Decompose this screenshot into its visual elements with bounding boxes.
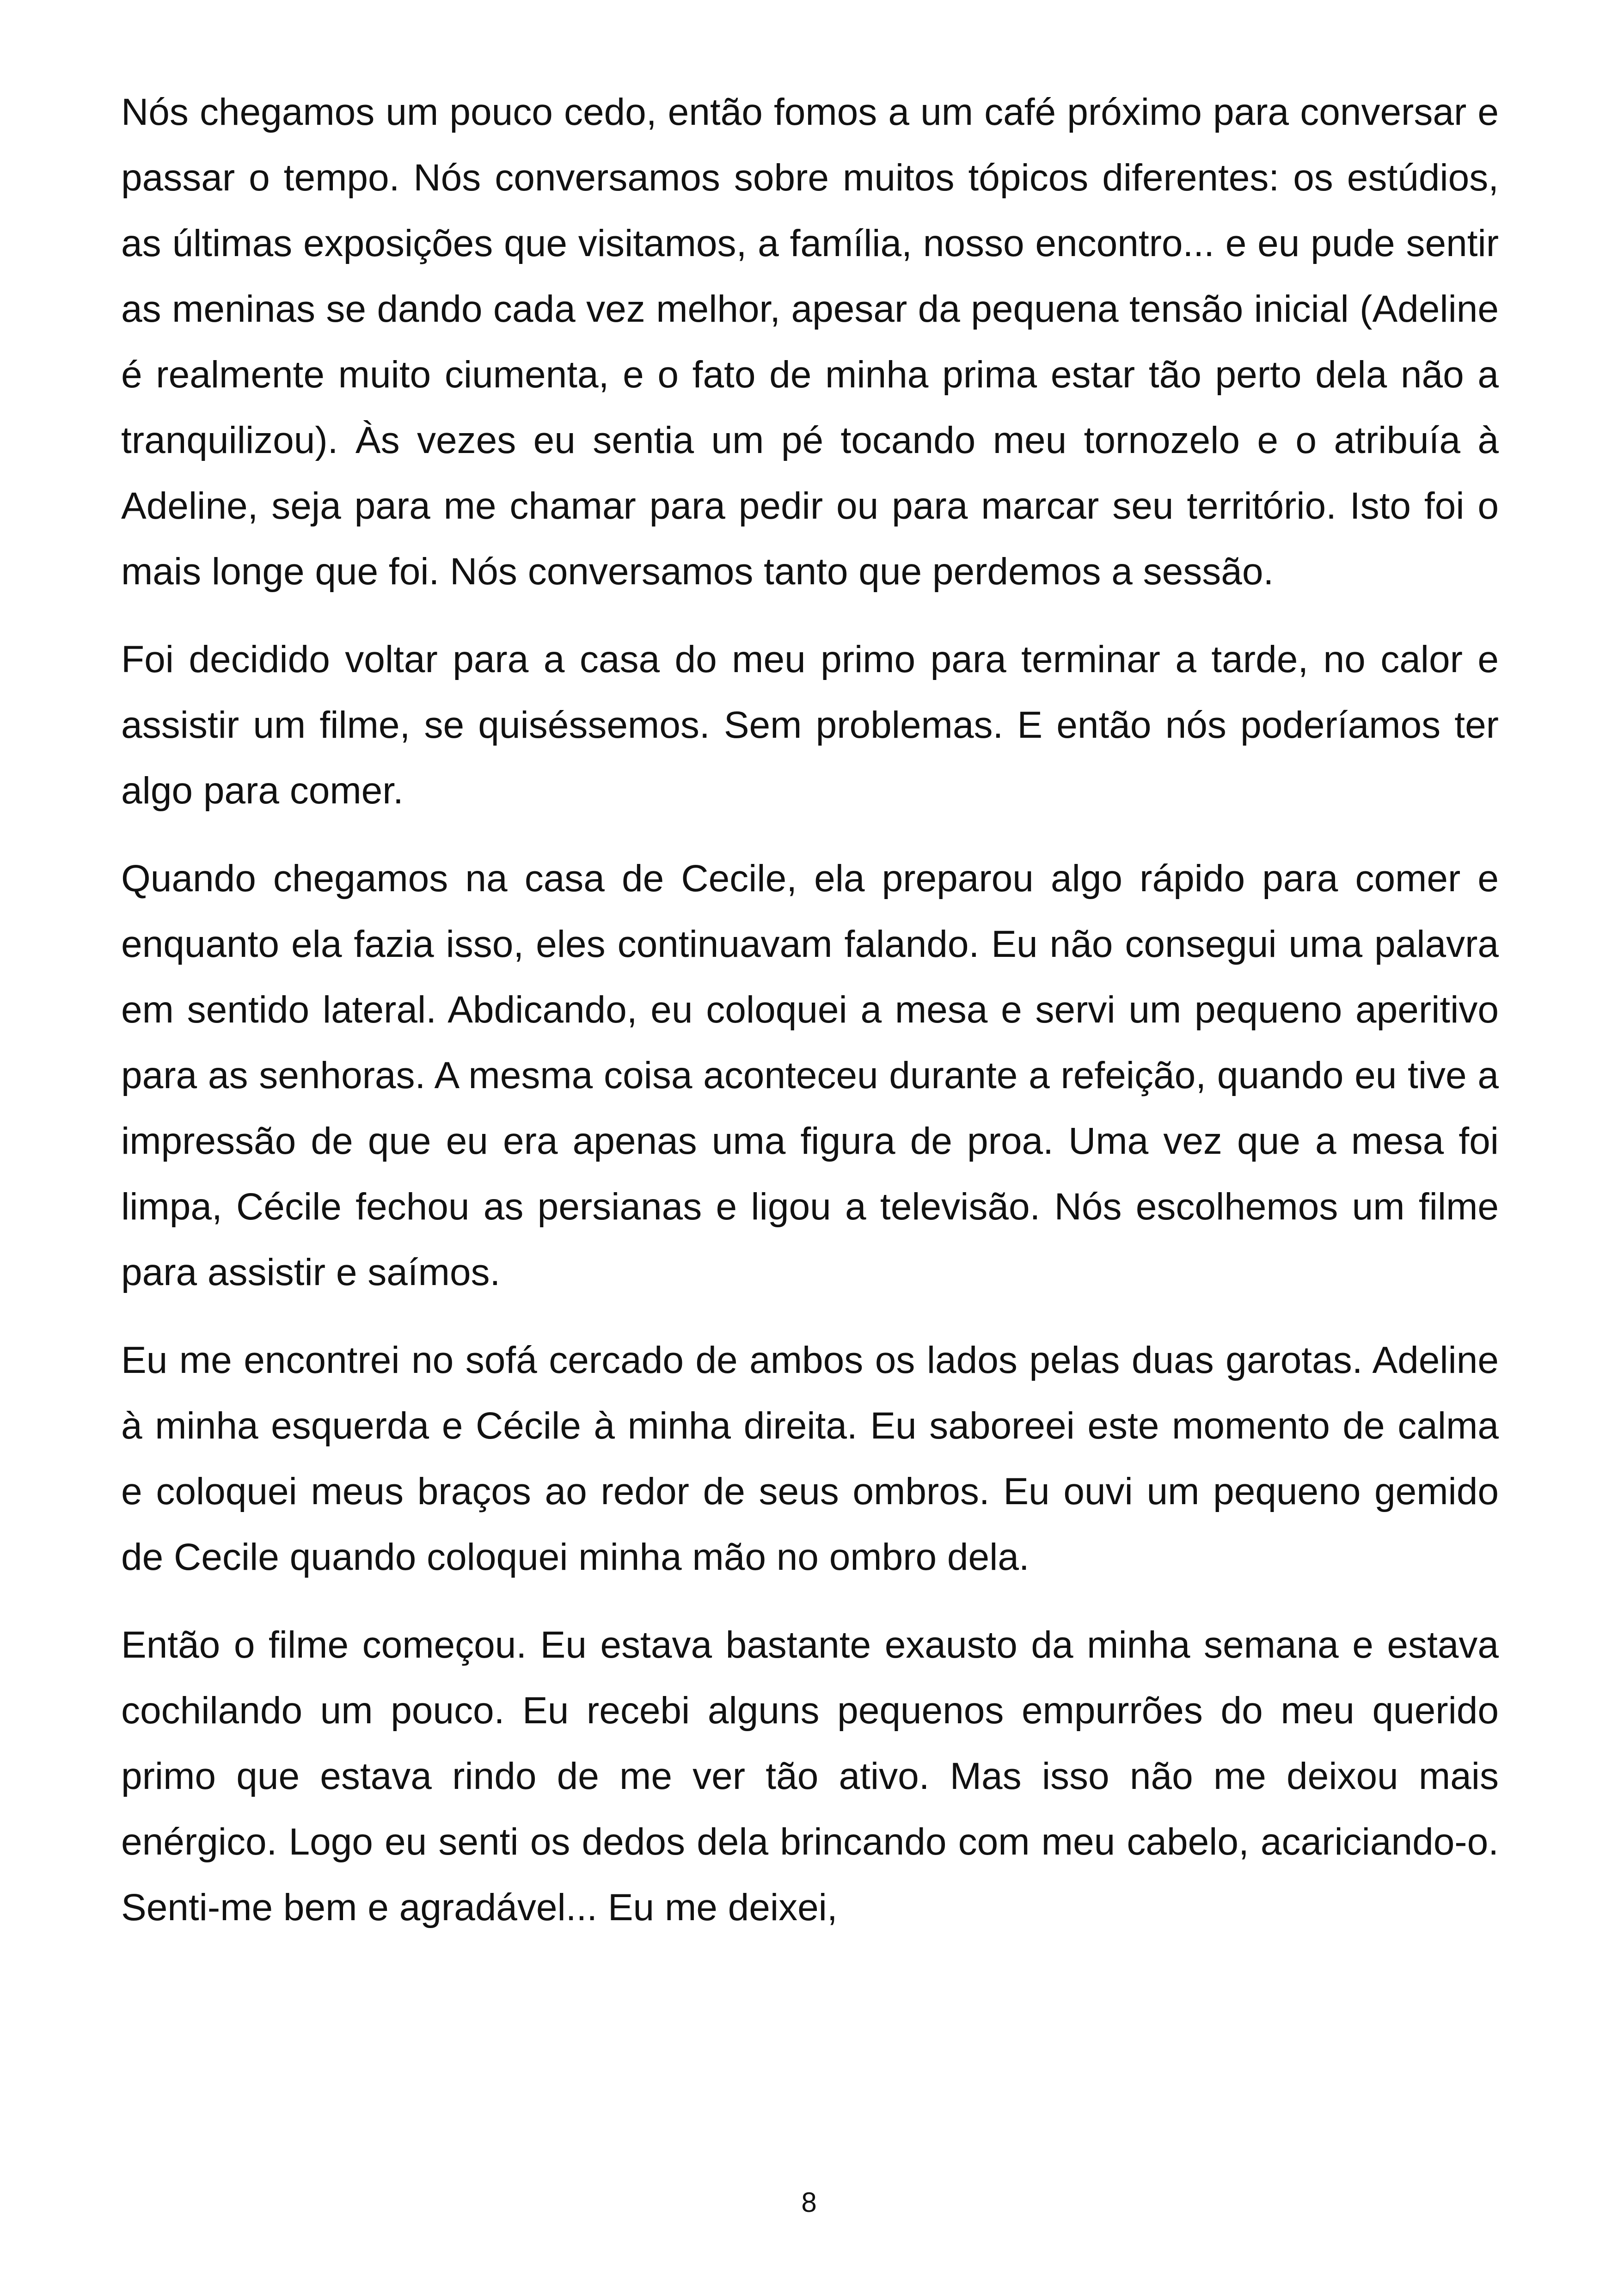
paragraph-1: Nós chegamos um pouco cedo, então fomos a um café próximo para conversar e passar o tempo. Nós conversamos sobre muitos tópicos diferentes: os estúdios, as últimas exposições que visitamos, a família, nosso encontro... e eu pude sentir as meninas se dando cada vez melhor, apesar da pequena tensão inicial (Adeline é realmente muito ciumenta, e o fato de minha prima estar tão perto dela não a tranquilizou). Às vezes eu sentia um pé tocando meu tornozelo e o atribuía à Adeline, seja para me chamar para pedir ou para marcar seu território. Isto foi o mais longe que foi. Nós conversamos tanto que perdemos a sessão. (121, 91, 1499, 593)
paragraph-3: Quando chegamos na casa de Cecile, ela preparou algo rápido para comer e enquanto ela fazia isso, eles continuavam falando. Eu não consegui uma palavra em sentido lateral. Abdicando, eu coloquei a mesa e servi um pequeno aperitivo para as senhoras. A mesma coisa aconteceu durante a refeição, quando eu tive a impressão de que eu era apenas uma figura de proa. Uma vez que a mesa foi limpa, Cécile fechou as persianas e ligou a televisão. Nós escolhemos um filme para assistir e saímos. (121, 857, 1499, 1293)
paragraph-5: Então o filme começou. Eu estava bastante exausto da minha semana e estava cochilando um pouco. Eu recebi alguns pequenos empurrões do meu querido primo que estava rindo de me ver tão ativo. Mas isso não me deixou mais enérgico. Logo eu senti os dedos dela brincando com meu cabelo, acariciando-o. Senti-me bem e agradável... Eu me deixei, (121, 1624, 1499, 1929)
paragraph-2: Foi decidido voltar para a casa do meu primo para terminar a tarde, no calor e assistir um filme, se quiséssemos. Sem problemas. E então nós poderíamos ter algo para comer. (121, 638, 1499, 812)
page-number: 8 (801, 2187, 817, 2218)
body-text (121, 80, 1499, 1941)
paragraph-4: Eu me encontrei no sofá cercado de ambos os lados pelas duas garotas. Adeline à minha esquerda e Cécile à minha direita. Eu saboreei este momento de calma e coloquei meus braços ao redor de seus ombros. Eu ouvi um pequeno gemido de Cecile quando coloquei minha mão no ombro dela. (121, 1339, 1499, 1578)
